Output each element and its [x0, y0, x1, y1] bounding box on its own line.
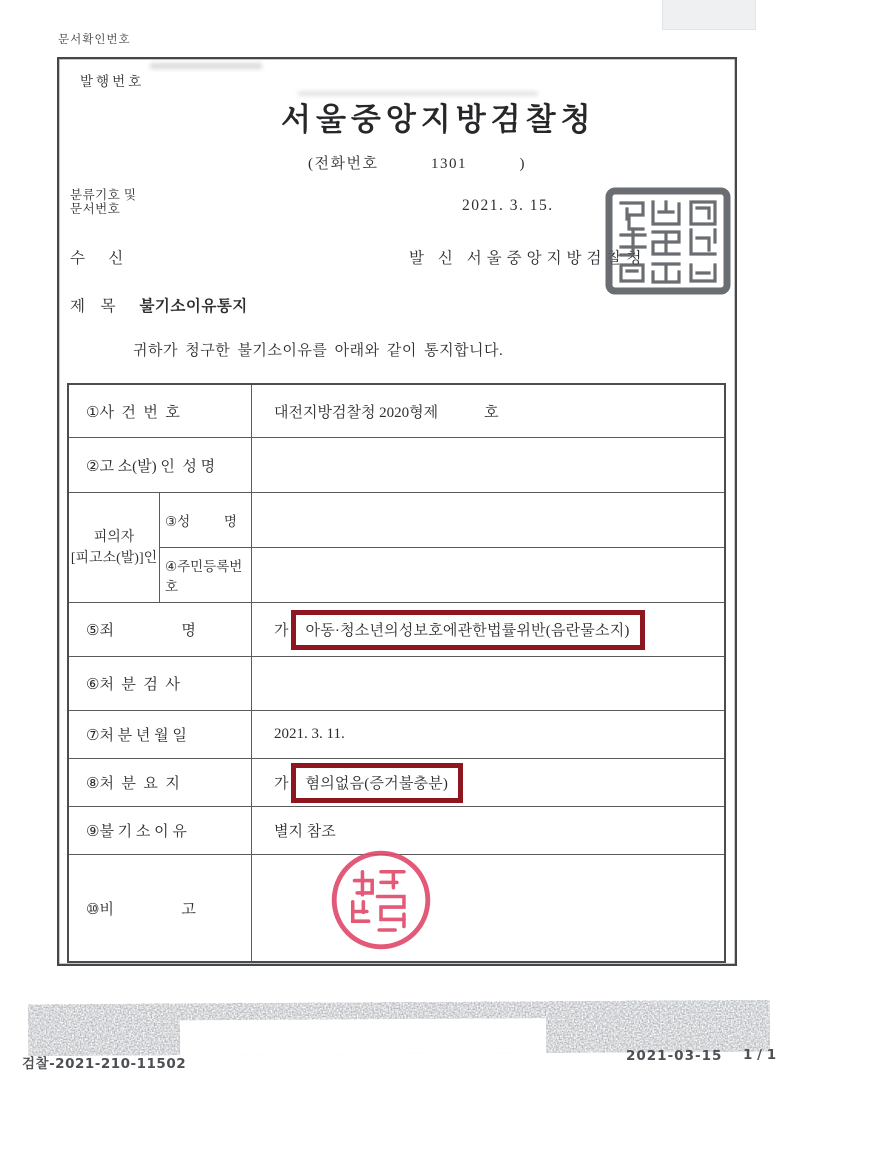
row-label: ⑤죄 명 [69, 603, 252, 656]
footer-date: 2021-03-15 [626, 1048, 723, 1064]
personal-seal-stamp-icon [322, 847, 440, 953]
row-value [252, 548, 724, 602]
row-label: ⑨불 기 소 이 유 [69, 807, 252, 854]
subject-row [70, 294, 248, 316]
row-label: ③성 명 [160, 493, 252, 547]
row-label: ②고 소(발) 인 성 명 [69, 438, 252, 492]
offense-item-prefix: 가 [274, 623, 289, 639]
table-rowgroup-suspect [69, 492, 724, 602]
subject-label: 제 목 [70, 298, 116, 315]
suspect-group-label [69, 493, 160, 602]
suspect-group-line1: 피의자 [93, 529, 135, 545]
row-value [252, 603, 724, 656]
classification-line1: 분류기호 및 [70, 188, 137, 202]
subject-value: 불기소이유통지 [139, 298, 248, 315]
issue-number-label: 발행번호 [80, 74, 145, 89]
row-value [252, 493, 724, 547]
table-row-suspect-name [160, 493, 724, 547]
suspect-group-line2: [피고소(발)]인 [70, 550, 158, 566]
doc-verification-number-label: 문서확인번호 [58, 34, 131, 46]
row-label: ④주민등록번호 [160, 548, 252, 602]
summary-item-prefix: 가 [274, 776, 289, 792]
case-number-main: 대전지방검찰청 2020형제 [274, 404, 439, 421]
row-value [252, 657, 724, 710]
row-label: ①사 건 번 호 [69, 385, 252, 437]
document-date: 2021. 3. 15. [462, 197, 554, 214]
row-value [252, 385, 724, 437]
row-value [252, 438, 724, 492]
classification-line2: 문서번호 [70, 202, 121, 216]
row-label: ⑥처 분 검 사 [69, 657, 252, 710]
row-label: ⑦처 분 년 월 일 [69, 711, 252, 758]
case-number-suffix: 호 [484, 404, 499, 421]
page-title: 서울중앙지방검찰청 [281, 102, 596, 137]
classification-label [70, 188, 137, 216]
row-label: ⑧처 분 요 지 [69, 759, 252, 806]
summary-highlight-box: 혐의없음(증거불충분) [291, 763, 464, 803]
phone-number-line: (전화번호 1301 ) [308, 156, 526, 172]
table-row-case-number [69, 385, 724, 437]
table-row-disposition-date [69, 710, 724, 758]
row-value: 별지 참조 [274, 824, 336, 840]
table-row-suspect-rrn [160, 547, 724, 602]
sender-line: 발 신 서울중앙지방검찰청 [409, 250, 647, 267]
row-label: ⑩비 고 [69, 855, 252, 961]
table-row-disposition-summary [69, 758, 724, 806]
redaction-white-cutout [180, 1018, 546, 1055]
row-value [252, 759, 724, 806]
row-value: 2021. 3. 11. [274, 726, 345, 742]
scan-artifact-box [662, 0, 756, 30]
table-row-prosecutor [69, 656, 724, 710]
table-row-offense [69, 602, 724, 656]
footer-page-indicator: 1 / 1 [743, 1047, 777, 1063]
recipient-label: 수 신 [70, 250, 124, 267]
offense-highlight-box: 아동·청소년의성보호에관한법률위반(음란물소지) [291, 610, 645, 650]
office-seal-stamp-icon [604, 186, 732, 296]
table-row-complainant [69, 437, 724, 492]
notice-sentence: 귀하가 청구한 불기소이유를 아래와 같이 통지합니다. [133, 343, 504, 359]
footer-document-code: 검찰-2021-210-11502 [22, 1056, 187, 1072]
